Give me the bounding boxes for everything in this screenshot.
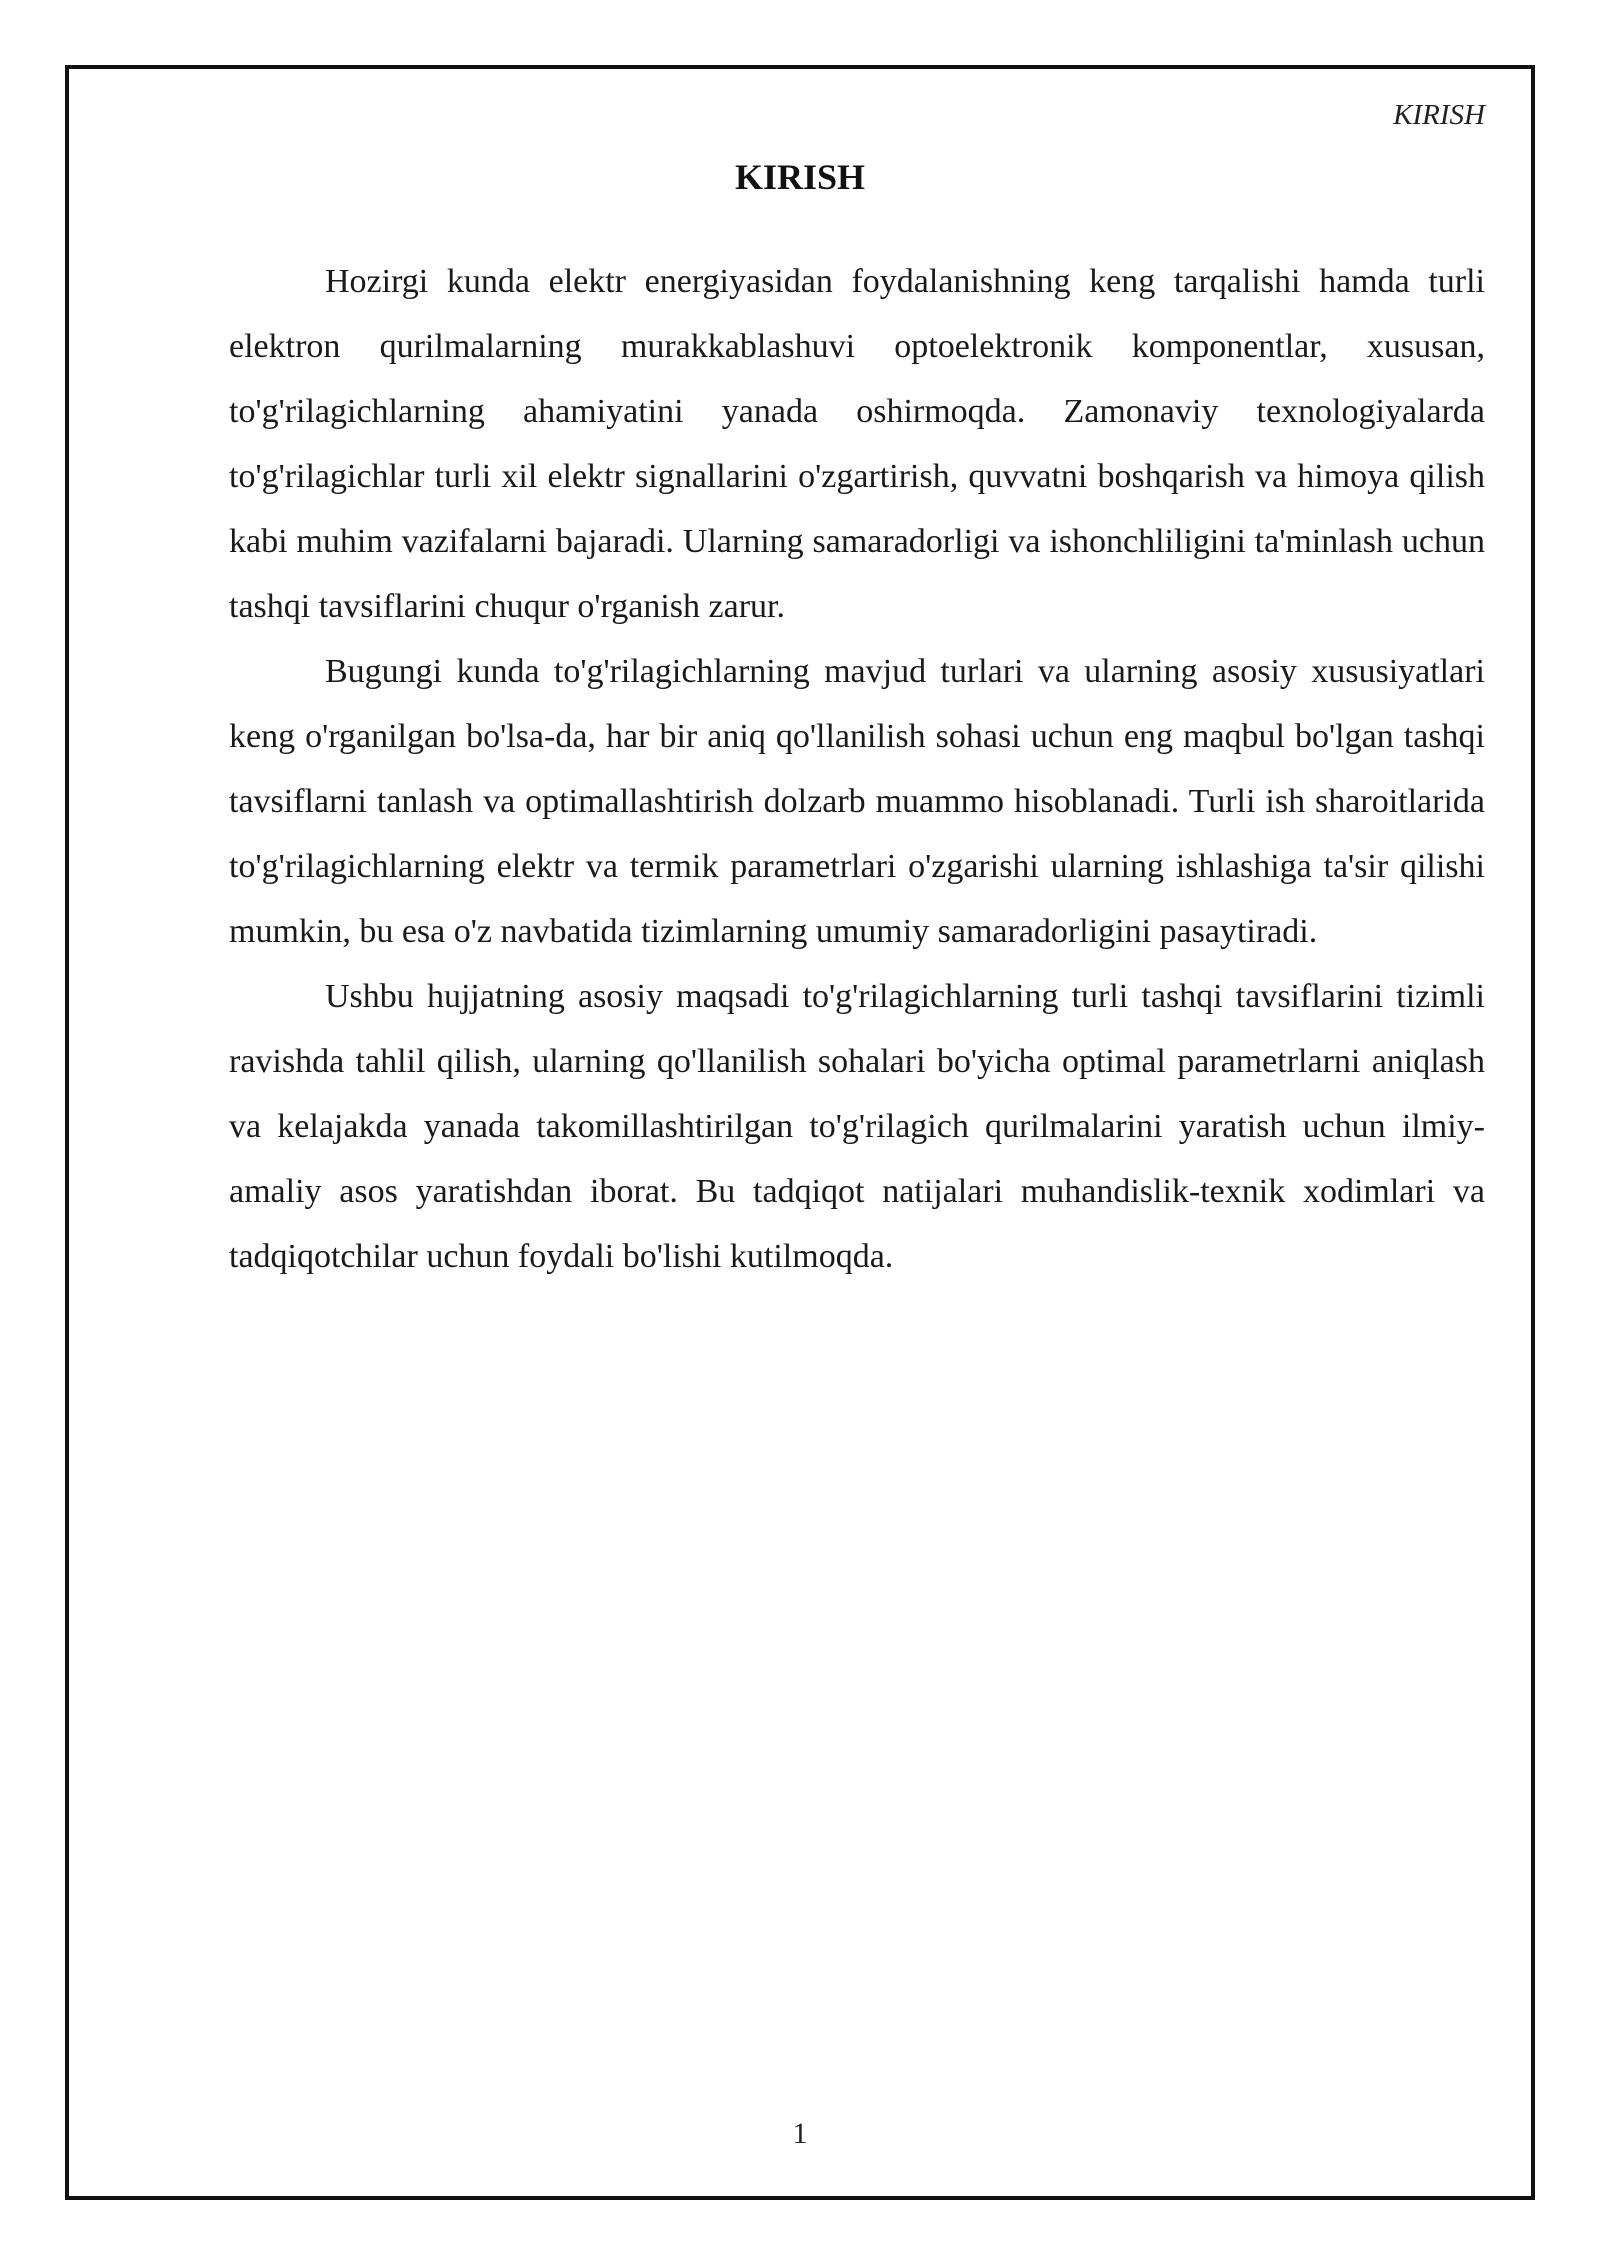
page-number: 1 [792,2117,808,2150]
paragraph-2: Bugungi kunda to'g'rilagichlarning mavjud turlari va ularning asosiy xususiyatlari keng o'rganilgan bo'lsa-da, har bir aniq qo'llanilish sohasi uchun eng maqbul bo'lgan tashqi tavsiflarni tanlash va optimallashtirish dolzarb muammo hisoblanadi. Turli ish sharoitlarida to'g'rilagichlarning elektr va termik parametrlari o'zgarishi ularning ishlashiga ta'sir qilishi mumkin, bu esa o'z navbatida tizimlarning umumiy samaradorligini pasaytiradi. [229,653,1485,950]
paragraph-3: Ushbu hujjatning asosiy maqsadi to'g'rilagichlarning turli tashqi tavsiflarini tizimli ravishda tahlil qilish, ularning qo'llanilish sohalari bo'yicha optimal parametrlarni aniqlash va kelajakda yanada takomillashtirilgan to'g'rilagich qurilmalarini yaratish uchun ilmiy-amaliy asos yaratishdan iborat. Bu tadqiqot natijalari muhandislik-texnik xodimlari va tadqiqotchilar uchun foydali bo'lishi kutilmoqda. [229,978,1485,1275]
page-frame [65,65,1535,2200]
paragraph-1: Hozirgi kunda elektr energiyasidan foydalanishning keng tarqalishi hamda turli elektron qurilmalarning murakkablashuvi optoelektronik komponentlar, xususan, to'g'rilagichlarning ahamiyatini yanada oshirmoqda. Zamonaviy texnologiyalarda to'g'rilagichlar turli xil elektr signallarini o'zgartirish, quvvatni boshqarish va himoya qilish kabi muhim vazifalarni bajaradi. Ularning samaradorligi va ishonchliligini ta'minlash uchun tashqi tavsiflarini chuqur o'rganish zarur. [229,263,1485,625]
running-header: KIRISH [1393,99,1485,131]
body-text [229,249,1485,1289]
page-title: KIRISH [734,157,866,197]
